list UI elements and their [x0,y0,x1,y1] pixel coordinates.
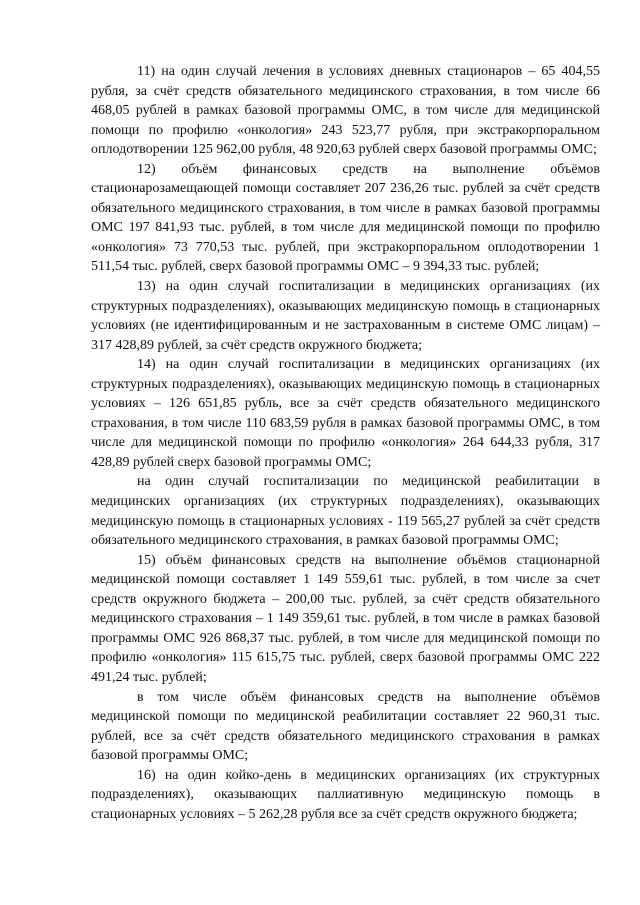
paragraph-11: 11) на один случай лечения в условиях дневных стационаров – 65 404,55 рубля, за счёт средств обязательного медицинского страхования, в том числе 66 468,05 рублей в рамках базовой программы ОМС, в том числе для медицинской помощи по профилю «онкология» 243 523,77 рубля, при экстракорпоральном оплодотворении 125 962,00 рубля, 48 920,63 рублей сверх базовой программы ОМС; [91,64,600,158]
paragraph-14: 14) на один случай госпитализации в медицинских организациях (их структурных подразделениях), оказывающих медицинскую помощь в стационарных условиях – 126 651,85 рубль, все за счёт средств обязательного медицинского страхования, в том числе 110 683,59 рубля в рамках базовой программы ОМС, в том числе для медицинской помощи по профилю «онкология» 264 644,33 рубля, 317 428,89 рублей сверх базовой программы ОМС; [91,357,600,470]
paragraph-15: 15) объём финансовых средств на выполнение объёмов стационарной медицинской помощи составляет 1 149 559,61 тыс. рублей, в том числе за счет средств окружного бюджета – 200,00 тыс. рублей, за счёт средств обязательного медицинского страхования – 1 149 359,61 тыс. рублей, в том числе в рамках базовой программы ОМС 926 868,37 тыс. рублей, в том числе для медицинской помощи по профилю «онкология» 115 615,75 тыс. рублей, сверх базовой программы ОМС 222 491,24 тыс. рублей; [91,552,600,685]
paragraph-13: 13) на один случай госпитализации в медицинских организациях (их структурных подразделениях), оказывающих медицинскую помощь в стационарных условиях (не идентифицированным и не застрахованным в системе ОМС лицам) – 317 428,89 рублей, за счёт средств окружного бюджета; [91,279,600,353]
paragraph-12: 12) объём финансовых средств на выполнение объёмов стационарозамещающей помощи составляет 207 236,26 тыс. рублей за счёт средств обязательного медицинского страхования, в том числе в рамках базовой программы ОМС 197 841,93 тыс. рублей, в том числе для медицинской помощи по профилю «онкология» 73 770,53 тыс. рублей, при экстракорпоральном оплодотворении 1 511,54 тыс. рублей, сверх базовой программы ОМС – 9 394,33 тыс. рублей; [91,161,600,275]
paragraph-16: 16) на один койко-день в медицинских организациях (их структурных подразделениях), оказывающих паллиативную медицинскую помощь в стационарных условиях – 5 262,28 рубля все за счёт средств окружного бюджета; [91,767,600,822]
paragraph-rehabilitation-case: на один случай госпитализации по медицинской реабилитации в медицинских организациях (их структурных подразделениях), оказывающих медицинскую помощь в стационарных условиях - 119 565,27 рублей за счёт средств обязательного медицинского страхования, в рамках базовой программы ОМС; [91,474,600,549]
paragraph-rehabilitation-volume: в том числе объём финансовых средств на выполнение объёмов медицинской помощи по медицинской реабилитации составляет 22 960,31 тыс. рублей, все за счёт средств обязательного медицинского страхования в рамках базовой программы ОМС; [91,689,600,764]
